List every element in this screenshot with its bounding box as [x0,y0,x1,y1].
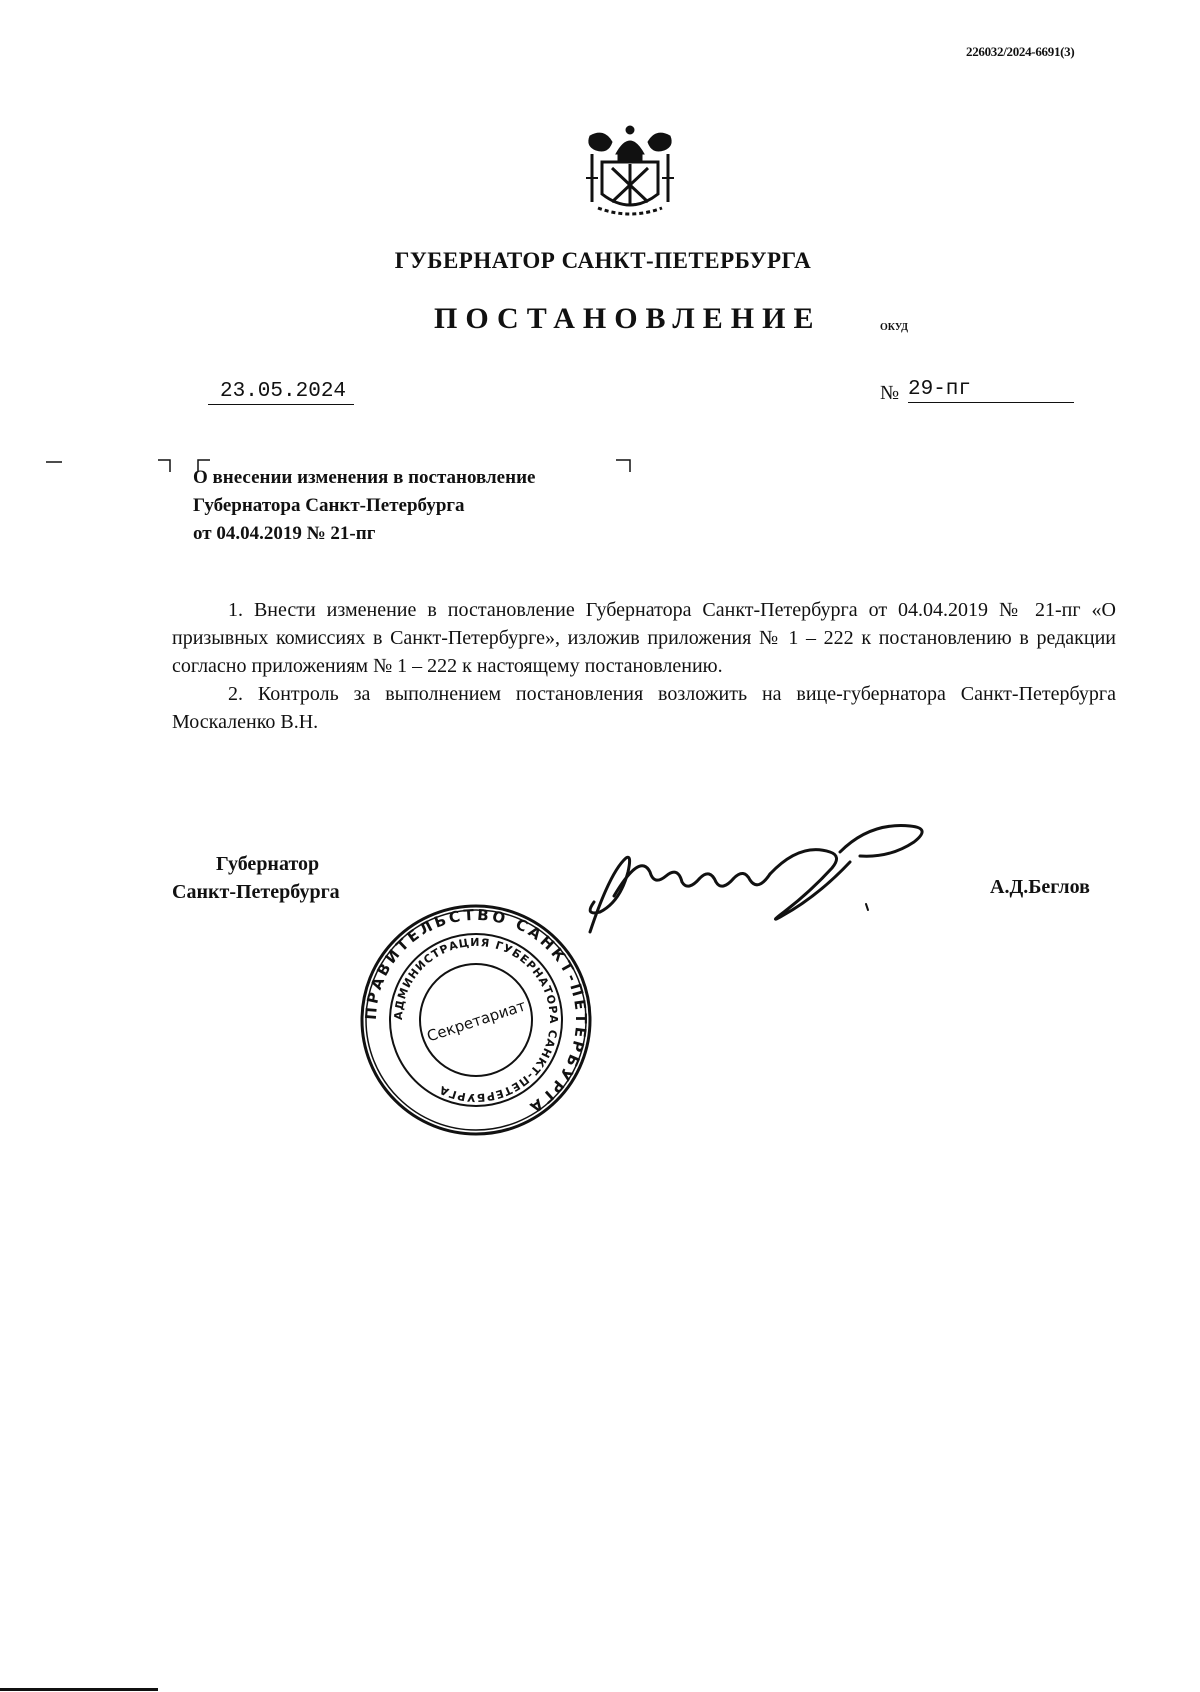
subject-line: О внесении изменения в постановление [193,467,536,488]
body-paragraph: 1. Внести изменение в постановление Губернатора Санкт-Петербурга от 04.04.2019 № 21-пг «О призывных комиссиях в Санкт-Петербурге», изложив приложения № 1 – 222 к постановлению в редакции согласно приложениям № 1 – 222 к настоящему постановлению. [172,599,1116,677]
authority-title: ГУБЕРНАТОР САНКТ-ПЕТЕРБУРГА [394,248,812,273]
subject-line: Губернатора Санкт-Петербурга [193,495,465,516]
document-number: 29-пг [908,378,1074,403]
document-subject [193,464,535,548]
body-paragraph: 2. Контроль за выполнением постановления возложить на вице-губернатора Санкт-Петербурга Москаленко В.Н. [172,683,1116,733]
document-id: 226032/2024-6691(3) [966,44,1075,59]
coat-of-arms-icon [578,124,682,227]
signatory-position-line: Санкт-Петербурга [172,881,340,903]
seal-inner-text: АДМИНИСТРАЦИЯ ГУБЕРНАТОРА САНКТ-ПЕТЕРБУРГА [391,935,561,1105]
seal-outer-text: ПРАВИТЕЛЬСТВО САНКТ-ПЕТЕРБУРГА [361,905,591,1119]
number-sign: № [880,382,900,404]
okud-label: ОКУД [880,322,909,333]
signatory-position-line: Губернатор [216,853,320,875]
seal-center-text: Секретариат [424,996,528,1046]
handwritten-signature [570,812,930,947]
signatory-name: А.Д.Беглов [990,876,1090,898]
document-body [172,596,1116,736]
subject-line: от 04.04.2019 № 21-пг [193,523,376,544]
document-type-title: ПОСТАНОВЛЕНИЕ [434,302,822,335]
official-seal [356,900,596,1145]
scan-edge-line [0,1688,158,1691]
document-date: 23.05.2024 [208,380,354,405]
signatory-position [172,850,340,906]
